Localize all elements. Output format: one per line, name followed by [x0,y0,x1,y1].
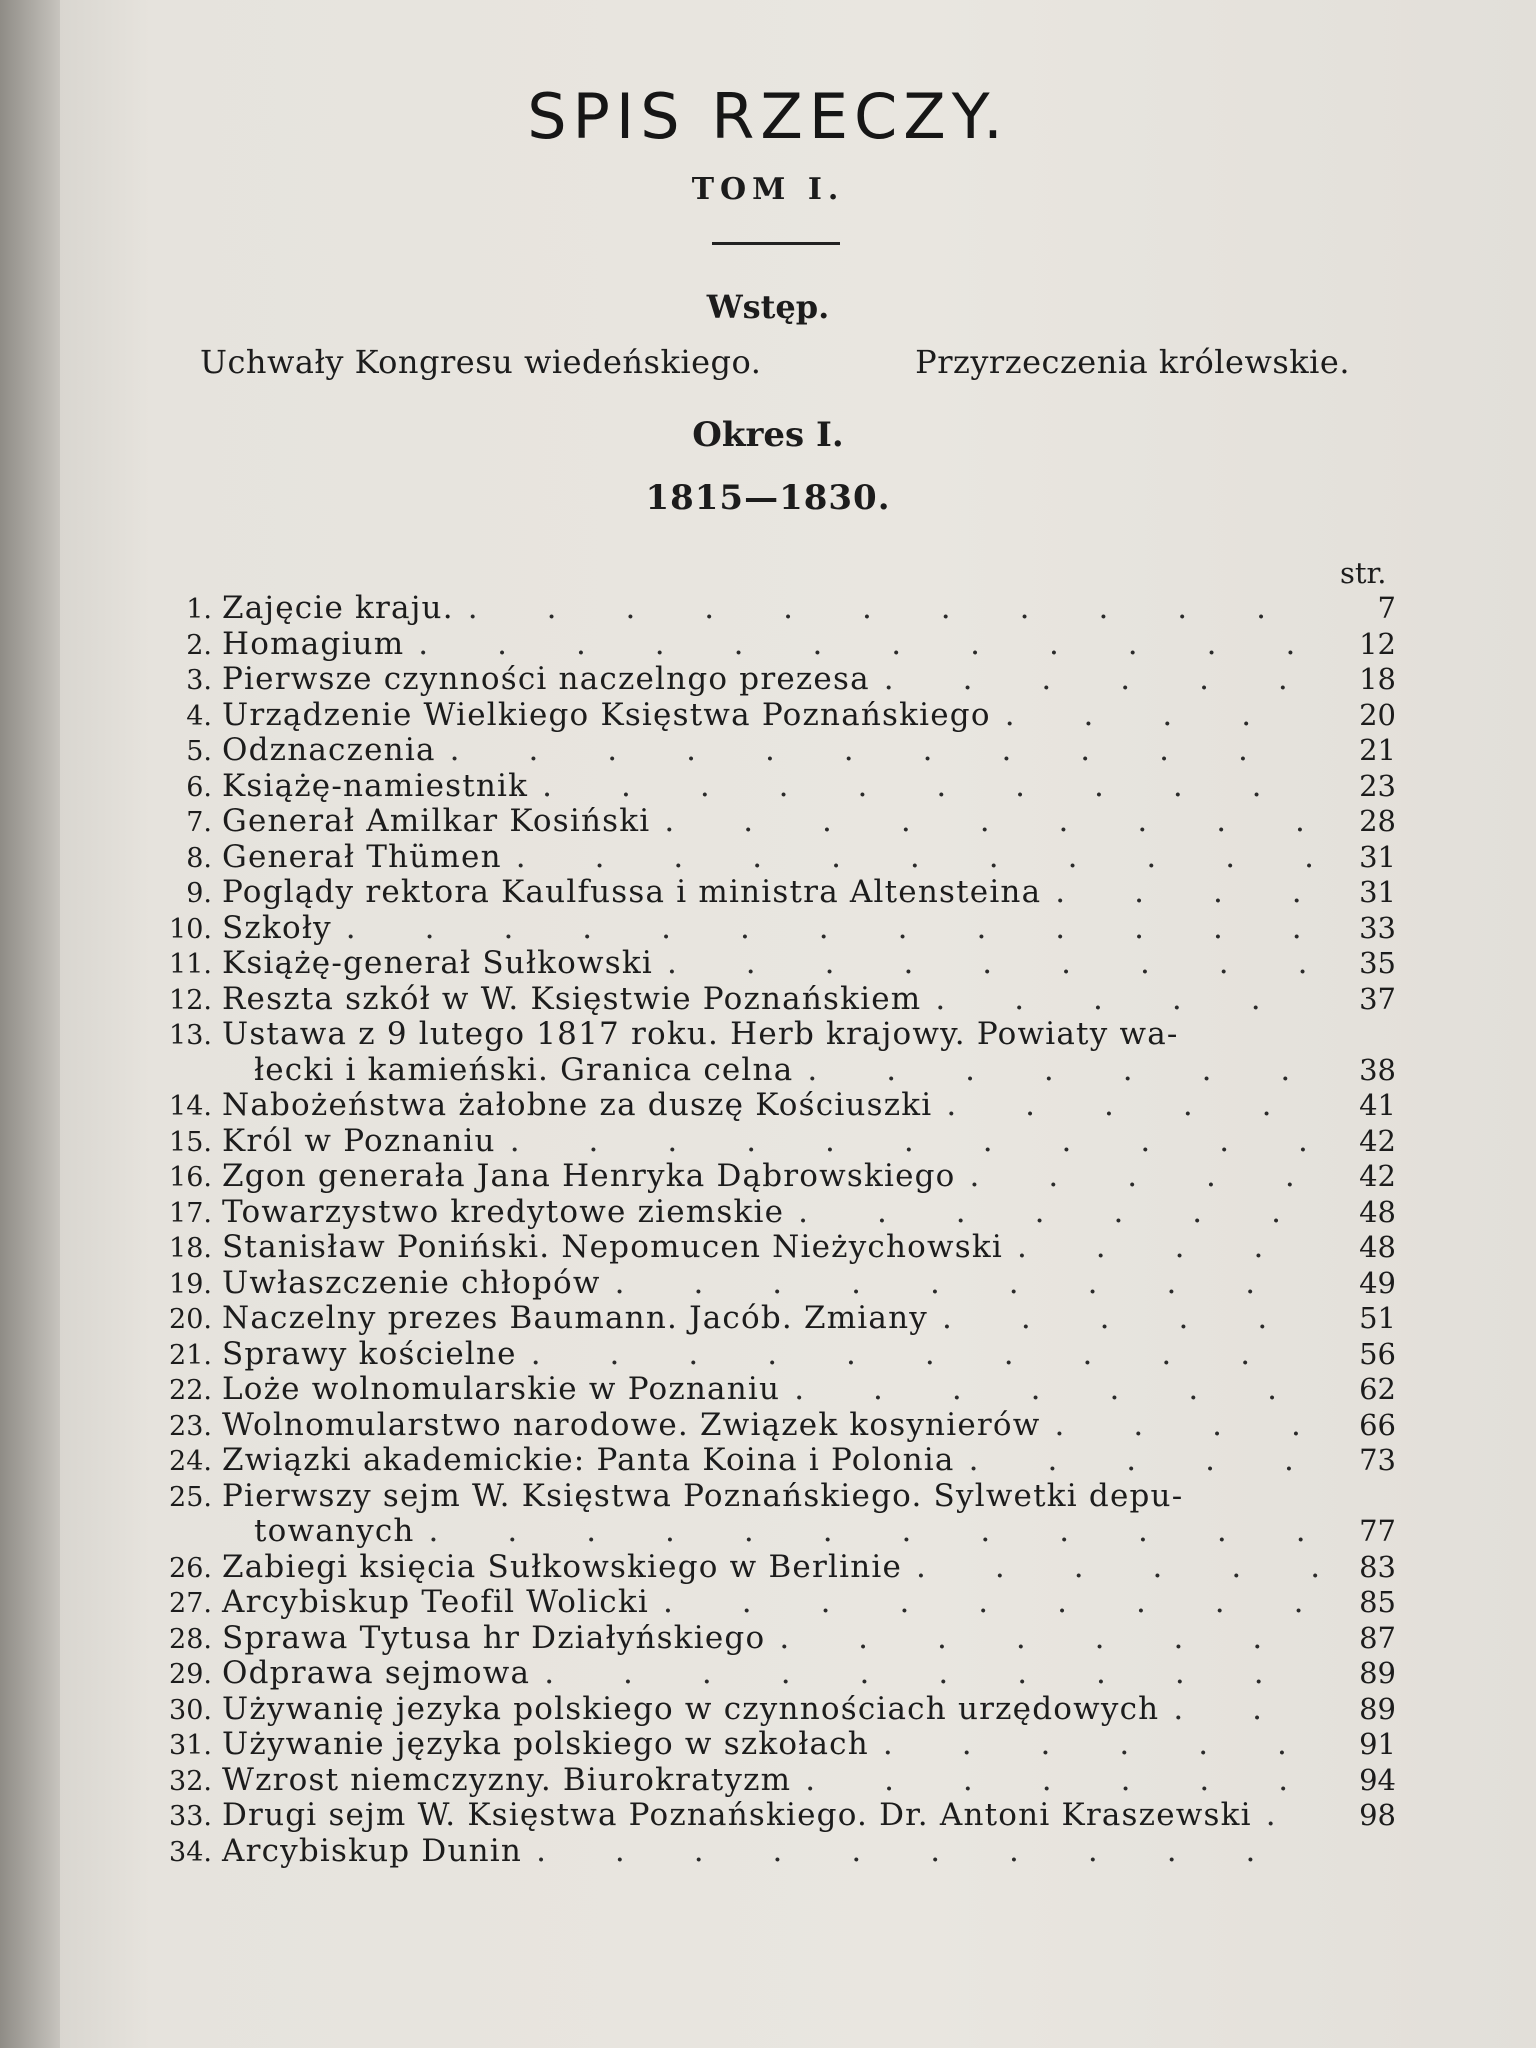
toc-entry [168,945,1328,983]
entry-title-continuation: towanych [254,1513,415,1549]
toc-entry [168,1016,1328,1054]
entry-page-number: 41 [1359,1088,1396,1122]
intro-left: Uchwały Kongresu wiedeńskiego. [200,343,762,381]
entry-page-number: 62 [1359,1372,1396,1406]
entry-title: Naczelny prezes Baumann. Jacób. Zmiany [222,1300,928,1336]
toc-entry [168,1087,1328,1125]
entry-number: 22. [169,1375,212,1406]
toc-entry [168,981,1328,1019]
dot-leader [1017,1229,1318,1265]
entry-page-number: 31 [1359,839,1396,874]
volume-label: TOM I. [691,172,845,207]
toc-entry [168,768,1328,806]
dot-leader [536,1833,1318,1869]
entry-number: 30. [169,1694,212,1726]
entry-page-number: 87 [1359,1620,1396,1655]
entry-title: Loże wolnomularskie w Poznaniu [222,1371,781,1407]
dot-leader [884,661,1318,697]
entry-title: Arcybiskup Teofil Wolicki [222,1584,649,1620]
entry-page-number: 42 [1359,1123,1396,1158]
entry-number: 3. [186,665,212,696]
dot-leader [794,1371,1318,1407]
toc-entry [168,732,1328,770]
page-title: SPIS RZECZY. [527,80,1009,153]
entry-page-number: 94 [1359,1762,1396,1797]
period-years: 1815—1830. [645,478,891,518]
entry-page-number: 89 [1359,1691,1396,1726]
entry-title: Homagium [222,625,405,662]
entry-title: Uwłaszczenie chłopów [222,1264,601,1301]
dot-leader [468,590,1318,626]
entry-number: 13. [169,1020,212,1051]
entry-number: 4. [186,700,212,732]
toc-entry [168,1194,1328,1232]
entry-number: 15. [169,1126,212,1158]
entry-title: Ustawa z 9 lutego 1817 roku. Herb krajowy. Powiaty wa- [222,1016,1179,1052]
entry-title: Nabożeństwa żałobne za duszę Kościuszki [222,1087,933,1123]
entry-page-number: 83 [1359,1549,1396,1584]
dot-leader [805,1762,1318,1798]
toc-entry [168,1620,1328,1658]
entry-number: 14. [169,1091,212,1122]
entry-title: Wolnomularstwo narodowe. Związek kosynierów [222,1406,1041,1443]
entry-title: Wzrost niemczyzny. Biurokratyzm [222,1761,792,1798]
toc-entry [168,1336,1328,1374]
entry-page-number: 48 [1359,1194,1396,1229]
toc-entry [168,1655,1328,1693]
entry-page-number: 48 [1359,1230,1396,1264]
entry-number: 29. [169,1659,212,1690]
entry-title: Zabiegi księcia Sułkowskiego w Berlinie [222,1548,903,1585]
toc-entry-continuation [168,1513,1328,1549]
toc-entry [168,1123,1328,1161]
entry-number: 27. [169,1588,212,1619]
entry-title: Używanię jezyka polskiego w czynnościach urzędowych [222,1690,1160,1727]
dot-leader [1005,697,1318,733]
dot-leader [1055,1407,1319,1443]
toc-entry [168,1371,1328,1409]
section-heading: Wstęp. [706,288,830,326]
dot-leader [883,1726,1318,1762]
toc-entry [168,1584,1328,1622]
toc-entry [168,803,1328,841]
dot-leader [807,1052,1318,1088]
toc-entry [168,839,1328,877]
entry-page-number: 31 [1359,875,1396,909]
toc-entry [168,910,1328,948]
dot-leader [429,1513,1318,1549]
period-heading: Okres I. [692,415,844,455]
toc-entry [168,1407,1328,1445]
toc-entry [168,1478,1328,1516]
entry-number: 16. [169,1162,212,1193]
toc-entry [168,1158,1328,1196]
dot-leader [663,1584,1318,1620]
entry-number: 21. [169,1339,212,1371]
entry-page-number: 28 [1359,804,1396,838]
entry-title: Książę-generał Sułkowski [222,945,653,981]
entry-page-number: 7 [1377,591,1396,625]
entry-title: Szkoły [222,909,332,946]
entry-page-number: 89 [1359,1656,1396,1690]
dot-leader [542,768,1318,804]
toc-entry [168,626,1328,664]
entry-title: Sprawa Tytusa hr Działyńskiego [222,1619,766,1656]
dot-leader [1055,874,1318,910]
entry-title: Reszta szkół w W. Księstwie Poznańskiem [222,980,922,1017]
dot-leader [779,1620,1318,1656]
toc-entry [168,1726,1328,1764]
entry-title: Arcybiskup Dunin [222,1832,523,1869]
intro-right: Przyrzeczenia królewskie. [915,343,1350,381]
dot-leader [935,981,1318,1017]
toc-entry [168,1762,1328,1800]
entry-number: 5. [186,736,212,767]
toc-entry [168,661,1328,699]
entry-title: Książę-namiestnik [222,767,529,804]
entry-number: 9. [186,878,212,909]
dot-leader [531,1336,1318,1372]
entry-page-number: 56 [1359,1336,1396,1371]
entry-number: 8. [186,842,212,874]
entry-number: 32. [169,1765,212,1797]
entry-number: 12. [169,984,212,1016]
entry-number: 1. [186,594,212,625]
toc-entry [168,1549,1328,1587]
entry-number: 23. [169,1410,212,1442]
entry-page-number: 23 [1359,768,1396,803]
entry-number: 17. [169,1197,212,1229]
entry-page-number: 73 [1359,1443,1396,1477]
entry-page-number: 91 [1359,1727,1396,1761]
entry-number: 6. [186,771,212,803]
entry-number: 24. [169,1446,212,1477]
entry-title: Król w Poznaniu [222,1122,496,1159]
dot-leader [969,1442,1318,1478]
dot-leader [615,1265,1318,1301]
entry-title: Odznaczenia [222,732,436,768]
entry-page-number: 20 [1359,697,1396,732]
entry-number: 20. [169,1304,212,1335]
toc-entry-continuation [168,1052,1328,1088]
entry-title: Stanisław Poniński. Nepomucen Nieżychowski [222,1229,1003,1265]
entry-page-number: 42 [1359,1159,1396,1193]
entry-number: 25. [169,1481,212,1513]
entry-title: Generał Thümen [222,838,502,875]
dot-leader [664,803,1318,839]
entry-title: Generał Amilkar Kosiński [222,803,651,839]
toc-entry [168,1442,1328,1480]
entry-number: 2. [186,629,212,661]
dot-leader [946,1087,1318,1123]
entry-title-continuation: łecki i kamieński. Granica celna [254,1051,794,1088]
entry-title: Odprawa sejmowa [222,1655,531,1691]
toc-entry [168,1797,1328,1835]
entry-number: 34. [169,1836,212,1868]
entry-page-number: 38 [1359,1052,1396,1087]
toc-entry [168,590,1328,628]
entry-page-number: 12 [1359,626,1396,661]
entry-title: Pierwsze czynności naczelngo prezesa [222,661,870,697]
entry-page-number: 18 [1359,662,1396,696]
toc-entry [168,1833,1328,1871]
toc-entry [168,1229,1328,1267]
entry-page-number: 35 [1359,946,1396,980]
entry-title: Używanie języka polskiego w szkołach [222,1726,869,1762]
entry-number: 26. [169,1552,212,1584]
entry-title: Zajęcie kraju. [222,590,454,626]
toc-entry [168,697,1328,735]
dot-leader [450,732,1318,768]
dot-leader [667,945,1318,981]
dot-leader [1266,1797,1318,1833]
dot-leader [916,1549,1318,1585]
toc-entry [168,1300,1328,1338]
entry-title: Sprawy kościelne [222,1335,517,1372]
dot-leader [1173,1691,1318,1727]
entry-page-number: 49 [1359,1265,1396,1300]
entry-number: 18. [169,1233,212,1264]
dot-leader [798,1194,1318,1230]
dot-leader [942,1300,1318,1336]
toc-entry [168,1265,1328,1303]
entry-number: 11. [169,949,212,980]
entry-page-number: 51 [1359,1301,1396,1335]
entry-page-number: 21 [1359,733,1396,767]
entry-page-number: 85 [1359,1585,1396,1619]
entry-page-number: 66 [1359,1407,1396,1442]
entry-page-number: 77 [1359,1514,1396,1548]
toc-entry [168,874,1328,912]
dot-leader [516,839,1318,875]
entry-title: Drugi sejm W. Księstwa Poznańskiego. Dr. Antoni Kraszewski [222,1797,1252,1833]
entry-title: Poglądy rektora Kaulfussa i ministra Altensteina [222,874,1042,910]
entry-number: 7. [186,807,212,838]
entry-page-number: 37 [1359,981,1396,1016]
dot-leader [970,1158,1318,1194]
dot-leader [544,1655,1318,1691]
dot-leader [346,910,1318,946]
entry-number: 10. [169,913,212,945]
entry-title: Urządzenie Wielkiego Księstwa Poznańskiego [222,696,991,733]
entry-title: Towarzystwo kredytowe ziemskie [222,1193,785,1230]
entry-title: Zgon generała Jana Henryka Dąbrowskiego [222,1158,956,1194]
page-column-label: str. [1340,556,1387,590]
entry-page-number: 98 [1359,1798,1396,1832]
entry-page-number: 33 [1359,910,1396,945]
dot-leader [418,626,1318,662]
entry-title: Związki akademickie: Panta Koina i Polonia [222,1442,955,1478]
toc-entry [168,1691,1328,1729]
entry-number: 33. [169,1801,212,1832]
dot-leader [510,1123,1318,1159]
entry-number: 31. [169,1730,212,1761]
entry-title: Pierwszy sejm W. Księstwa Poznańskiego. Sylwetki depu- [222,1477,1184,1514]
entry-number: 19. [169,1268,212,1300]
entry-number: 28. [169,1623,212,1655]
